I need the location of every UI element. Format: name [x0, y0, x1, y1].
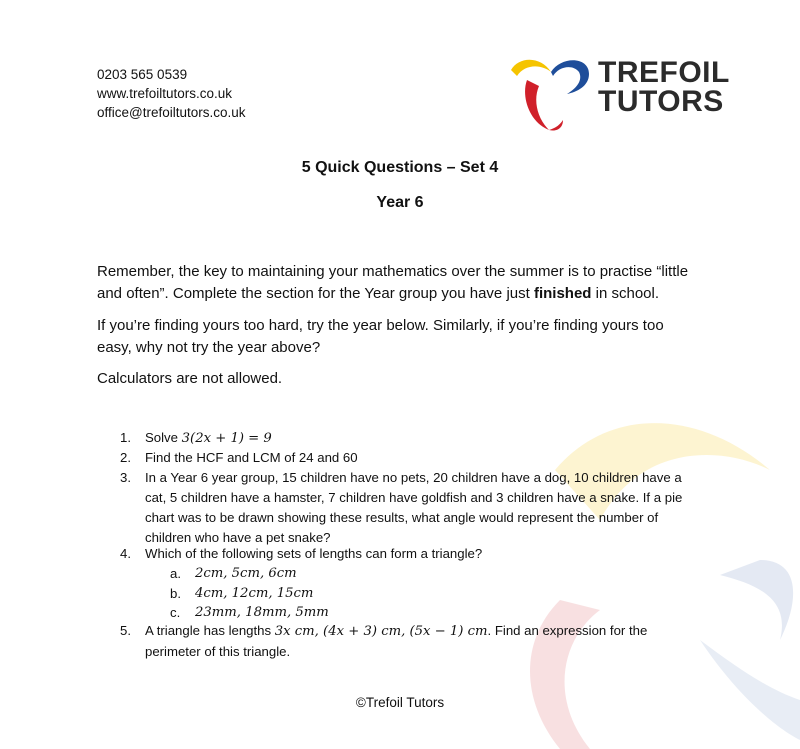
question-text: Which of the following sets of lengths can form a triangle?	[145, 546, 483, 561]
question-number: 2.	[120, 450, 131, 465]
trefoil-logo-icon	[505, 52, 597, 134]
question-text	[145, 621, 705, 662]
question-number: 4.	[120, 546, 131, 561]
question-5-before: A triangle has lengths	[145, 623, 275, 638]
intro-p1-after: in school.	[591, 285, 660, 302]
intro-paragraph-1	[97, 261, 697, 305]
question-text: In a Year 6 year group, 15 children have no pets, 20 children have a dog, 10 children have a cat, 5 children have a hamster, 7 children have goldfish and 3 children have a snake. If a pie chart was to be drawn showing these results, what angle would represent the number of children who have a pet snake?	[145, 470, 683, 545]
option-letter: c.	[170, 605, 181, 620]
option-letter: a.	[170, 566, 181, 581]
intro-p1-before: Remember, the key to maintaining your mathematics over the summer is to practise “little and often”. Complete the section for the Year group you have just	[97, 263, 689, 302]
question-text: Find the HCF and LCM of 24 and 60	[145, 450, 358, 465]
page-title: 5 Quick Questions – Set 4	[301, 159, 499, 176]
page-subtitle: Year 6	[376, 194, 424, 211]
footer-copyright: ©Trefoil Tutors	[355, 695, 445, 710]
question-5-expression: 3x cm, (4x + 3) cm, (5x − 1) cm	[274, 624, 488, 639]
contact-email: office@trefoiltutors.co.uk	[97, 105, 246, 120]
contact-website: www.trefoiltutors.co.uk	[97, 86, 233, 101]
question-1-equation: 3(2x + 1) = 9	[181, 431, 272, 446]
intro-p1-bold: finished	[533, 285, 592, 302]
trefoil-tutors-logo	[505, 52, 735, 134]
question-5-after: . Find an expression for the perimeter of this triangle.	[145, 623, 648, 659]
intro-paragraph-2: If you’re finding yours too hard, try the year below. Similarly, if you’re finding yours too easy, why not try the year above?	[97, 317, 664, 356]
question-1-label: Solve	[145, 430, 182, 445]
contact-phone: 0203 565 0539	[97, 67, 188, 82]
question-number: 5.	[120, 623, 131, 638]
contact-info	[97, 65, 246, 122]
question-number: 1.	[120, 430, 131, 445]
intro-paragraph-3: Calculators are not allowed.	[97, 370, 283, 387]
option-letter: b.	[170, 586, 181, 601]
option-value: 2cm, 5cm, 6cm	[195, 566, 297, 581]
logo-wordmark	[598, 58, 730, 116]
option-value: 4cm, 12cm, 15cm	[195, 586, 314, 601]
logo-line-trefoil: TREFOIL	[598, 56, 730, 89]
option-value: 23mm, 18mm, 5mm	[195, 605, 329, 620]
question-text	[145, 428, 705, 449]
logo-line-tutors: TUTORS	[598, 85, 724, 118]
question-number: 3.	[120, 470, 131, 485]
